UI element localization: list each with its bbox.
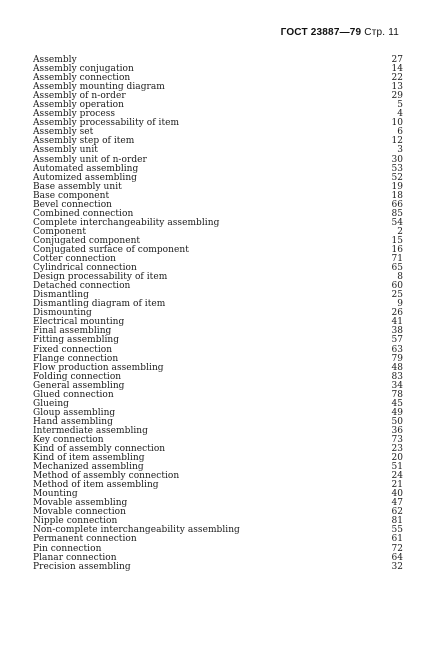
- entry-term: Conjugated component: [33, 235, 141, 246]
- entry-term: Dismantling: [33, 290, 89, 301]
- term-index: [33, 56, 403, 572]
- entry-term: Assembly process: [33, 109, 116, 120]
- entry-page-number: 71: [391, 254, 403, 265]
- entry-term: Intermediate assembling: [33, 425, 148, 436]
- entry-term: Electrical mounting: [33, 317, 125, 328]
- entry-term: Method of item assembling: [33, 480, 159, 491]
- entry-page-number: 26: [391, 308, 403, 319]
- entry-page-number: 79: [391, 353, 403, 364]
- entry-page-number: 34: [391, 380, 403, 391]
- entry-term: Base component: [33, 190, 110, 201]
- entry-term: Glueing: [33, 398, 69, 409]
- entry-page-number: 23: [391, 444, 403, 455]
- entry-term: Fixed connection: [33, 344, 113, 355]
- entry-page-number: 18: [391, 190, 403, 201]
- index-entry: [33, 481, 403, 490]
- entry-page-number: 81: [391, 516, 403, 527]
- entry-term: Dismantling diagram of item: [33, 299, 166, 310]
- entry-page-number: 21: [391, 480, 403, 491]
- entry-term: Assembly operation: [33, 100, 124, 111]
- entry-page-number: 49: [391, 407, 403, 418]
- entry-page-number: 9: [397, 299, 403, 310]
- entry-term: Non-complete interchangeability assembling: [33, 525, 240, 536]
- entry-term: Combined connection: [33, 208, 134, 219]
- entry-page-number: 78: [391, 389, 403, 400]
- entry-page-number: 32: [391, 561, 403, 572]
- entry-page-number: 24: [391, 471, 403, 482]
- index-entry: [33, 391, 403, 400]
- entry-term: Permanent connection: [33, 534, 137, 545]
- entry-term: Assembly of n-order: [33, 91, 126, 102]
- entry-term: Final assembling: [33, 326, 112, 337]
- entry-term: Planar connection: [33, 552, 117, 563]
- entry-page-number: 45: [391, 398, 403, 409]
- entry-page-number: 51: [391, 462, 403, 473]
- standard-code: ГОСТ 23887—79: [280, 27, 362, 38]
- entry-term: Precision assembling: [33, 561, 131, 572]
- entry-page-number: 3: [397, 145, 403, 156]
- entry-page-number: 40: [391, 489, 403, 500]
- entry-page-number: 14: [391, 64, 403, 75]
- entry-term: Assembly conjugation: [33, 64, 134, 75]
- entry-term: Base assembly unit: [33, 181, 122, 192]
- entry-term: Flow production assembling: [33, 362, 164, 373]
- entry-page-number: 73: [391, 434, 403, 445]
- index-entry: [33, 563, 403, 572]
- entry-page-number: 19: [391, 181, 403, 192]
- entry-page-number: 38: [391, 326, 403, 337]
- entry-term: Assembly mounting diagram: [33, 82, 165, 93]
- entry-page-number: 29: [391, 91, 403, 102]
- entry-term: Hand assembling: [33, 416, 113, 427]
- entry-page-number: 60: [391, 281, 403, 292]
- entry-term: Assembly step of item: [33, 136, 135, 147]
- entry-term: Mechanized assembling: [33, 462, 144, 473]
- entry-term: Bevel connection: [33, 199, 113, 210]
- entry-page-number: 61: [391, 534, 403, 545]
- entry-page-number: 53: [391, 163, 403, 174]
- entry-page-number: 10: [391, 118, 403, 129]
- entry-term: Nipple connection: [33, 516, 118, 527]
- entry-page-number: 52: [391, 172, 403, 183]
- entry-term: Pin connection: [33, 543, 102, 554]
- index-entry: [33, 219, 403, 228]
- entry-term: Cotter connection: [33, 254, 117, 265]
- entry-term: Kind of assembly connection: [33, 444, 166, 455]
- entry-page-number: 20: [391, 453, 403, 464]
- entry-page-number: 30: [391, 154, 403, 165]
- entry-term: Complete interchangeability assembling: [33, 217, 220, 228]
- entry-term: Key connection: [33, 434, 104, 445]
- entry-term: Assembly unit of n-order: [33, 154, 147, 165]
- entry-page-number: 85: [391, 208, 403, 219]
- entry-page-number: 64: [391, 552, 403, 563]
- entry-term: Automated assembling: [33, 163, 139, 174]
- entry-page-number: 16: [391, 244, 403, 255]
- entry-page-number: 36: [391, 425, 403, 436]
- entry-page-number: 83: [391, 371, 403, 382]
- entry-page-number: 66: [391, 199, 403, 210]
- page-number: Стр. 11: [364, 27, 399, 38]
- entry-term: Dismounting: [33, 308, 92, 319]
- entry-page-number: 15: [391, 235, 403, 246]
- entry-page-number: 5: [397, 100, 403, 111]
- entry-page-number: 50: [391, 416, 403, 427]
- entry-term: Folding connection: [33, 371, 122, 382]
- entry-page-number: 13: [391, 82, 403, 93]
- entry-page-number: 12: [391, 136, 403, 147]
- entry-term: Assembly connection: [33, 73, 131, 84]
- entry-page-number: 27: [391, 55, 403, 65]
- entry-page-number: 6: [397, 127, 403, 138]
- entry-page-number: 4: [397, 109, 403, 120]
- entry-term: Movable connection: [33, 507, 126, 518]
- entry-term: Movable assembling: [33, 498, 128, 509]
- entry-term: Detached connection: [33, 281, 131, 292]
- entry-term: Assembly: [33, 55, 77, 65]
- entry-term: Component: [33, 226, 87, 237]
- entry-page-number: 25: [391, 290, 403, 301]
- entry-page-number: 22: [391, 73, 403, 84]
- entry-term: Kind of item assembling: [33, 453, 145, 464]
- entry-term: Assembly set: [33, 127, 94, 138]
- entry-page-number: 57: [391, 335, 403, 346]
- entry-term: Gloup assembling: [33, 407, 116, 418]
- entry-term: Fitting assembling: [33, 335, 120, 346]
- entry-term: Assembly processability of item: [33, 118, 180, 129]
- entry-term: Conjugated surface of component: [33, 244, 189, 255]
- entry-term: Glued connection: [33, 389, 114, 400]
- entry-page-number: 47: [391, 498, 403, 509]
- entry-term: Method of assembly connection: [33, 471, 180, 482]
- entry-page-number: 41: [391, 317, 403, 328]
- entry-term: Design processability of item: [33, 272, 168, 283]
- entry-page-number: 8: [397, 272, 403, 283]
- entry-page-number: 63: [391, 344, 403, 355]
- entry-term: Mounting: [33, 489, 78, 500]
- entry-page-number: 72: [391, 543, 403, 554]
- entry-page-number: 65: [391, 263, 403, 274]
- entry-term: General assembling: [33, 380, 125, 391]
- page-header: [281, 27, 399, 38]
- entry-page-number: 2: [397, 226, 403, 237]
- entry-page-number: 55: [391, 525, 403, 536]
- entry-term: Automized assembling: [33, 172, 137, 183]
- entry-page-number: 62: [391, 507, 403, 518]
- entry-term: Assembly unit: [33, 145, 98, 156]
- entry-term: Cylindrical connection: [33, 263, 137, 274]
- entry-page-number: 48: [391, 362, 403, 373]
- entry-term: Flange connection: [33, 353, 119, 364]
- entry-page-number: 54: [391, 217, 403, 228]
